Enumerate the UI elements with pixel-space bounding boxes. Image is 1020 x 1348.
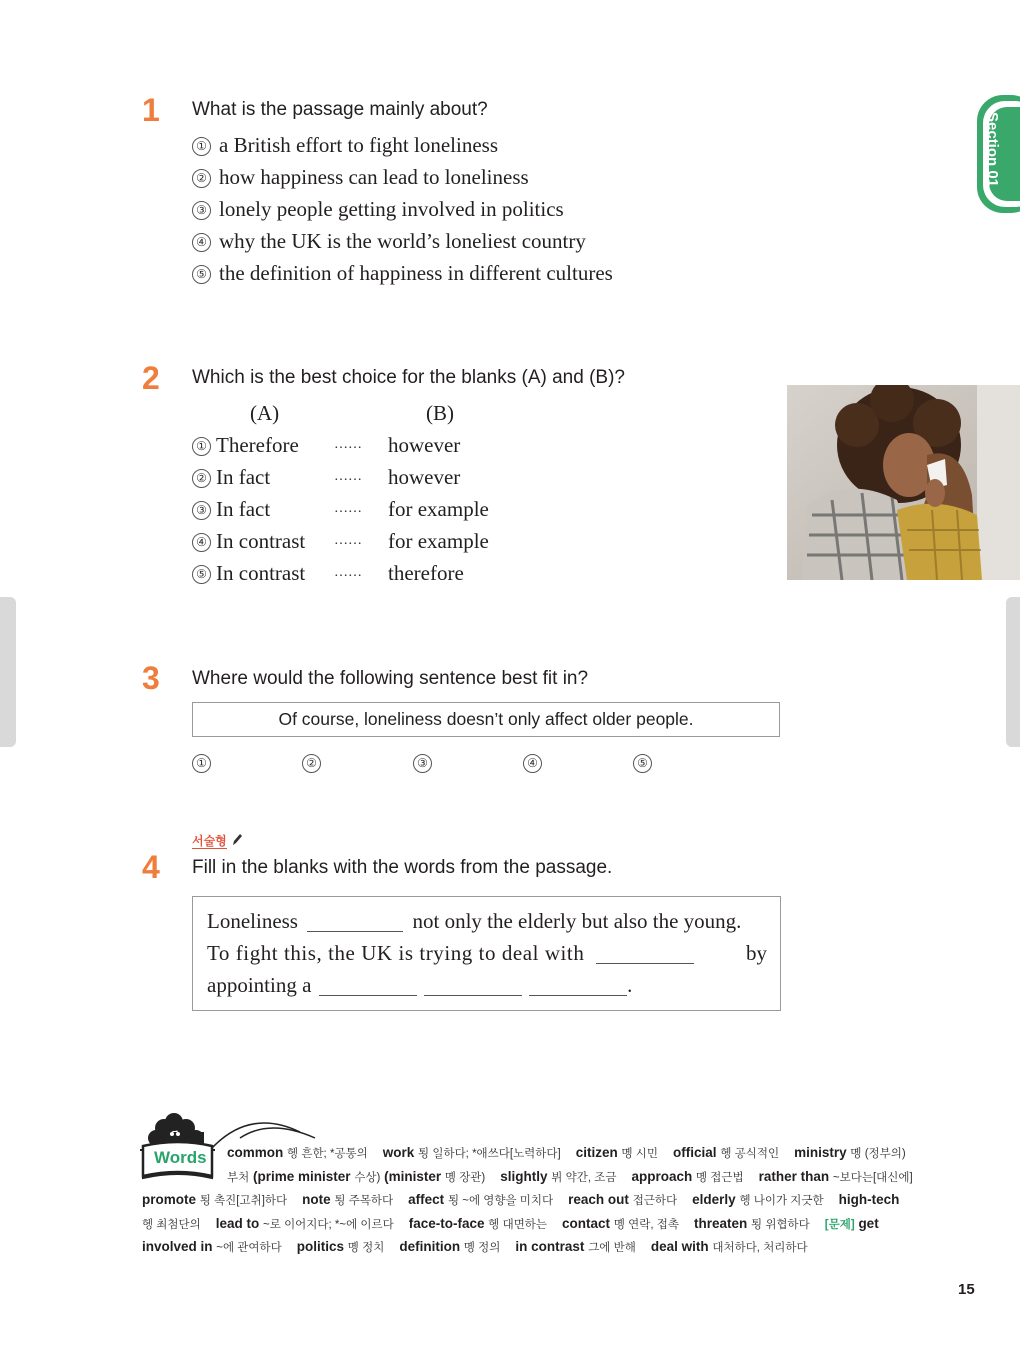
word-meaning: 혱 공식적인	[720, 1148, 780, 1160]
q4-number: 4	[142, 849, 160, 885]
option-dots: ……	[334, 533, 362, 548]
q2-option-5[interactable]	[192, 561, 512, 586]
word: common	[227, 1145, 284, 1160]
option-mark: ④	[192, 233, 211, 252]
q4-line2-start: To fight this, the UK is trying to deal with	[207, 941, 585, 965]
option-mark: ②	[192, 469, 211, 488]
word-meaning: 툉 ~에 영향을 미치다	[447, 1195, 554, 1208]
q4-question: Fill in the blanks with the words from the passage.	[192, 857, 613, 878]
q1-question: What is the passage mainly about?	[192, 99, 488, 120]
q2-header-a: (A)	[250, 401, 280, 425]
word-meaning: 혱 흔한; *공통의	[287, 1148, 368, 1160]
word: contact	[562, 1215, 611, 1231]
word-meaning: 부처	[227, 1171, 250, 1184]
word: face-to-face	[408, 1215, 485, 1231]
q4-blank-3[interactable]	[319, 977, 417, 996]
option-mark: ⑤	[192, 565, 211, 584]
q4-line1-start: Loneliness	[207, 909, 298, 933]
word: elderly	[692, 1192, 736, 1208]
option-mark: ②	[192, 169, 211, 188]
q3-question: Where would the following sentence best fit in?	[192, 668, 589, 689]
word-meaning: 대처하다, 처리하다	[712, 1242, 808, 1255]
option-dots: ……	[334, 437, 362, 452]
word: note	[302, 1192, 331, 1208]
word-meaning: 몡 (정부의)	[850, 1148, 906, 1160]
word-meaning: 툉 촉진[고취]하다	[199, 1195, 288, 1208]
word: in contrast	[515, 1239, 585, 1255]
q1-option-5[interactable]	[192, 261, 613, 286]
q1-option-1[interactable]	[192, 133, 498, 158]
prev-page-edge[interactable]	[0, 597, 16, 747]
q4-badge	[192, 832, 243, 849]
word-meaning: ~보다는[대신에]	[832, 1171, 913, 1184]
option-a: In contrast	[216, 529, 306, 553]
option-text: why the UK is the world’s loneliest country	[219, 229, 586, 253]
option-mark: ①	[192, 137, 211, 156]
option-dots: ……	[334, 565, 362, 580]
word: definition	[399, 1239, 461, 1255]
words-label: Words	[154, 1148, 207, 1167]
q3-number: 3	[142, 660, 160, 696]
q3-position-3[interactable]: ③	[413, 754, 432, 773]
page-number: 15	[958, 1281, 975, 1298]
word: involved in	[142, 1239, 213, 1255]
q1-option-2[interactable]	[192, 165, 529, 190]
word-meaning: 몡 정의	[463, 1242, 501, 1255]
option-text: a British effort to fight loneliness	[219, 133, 498, 157]
word-meaning: 뷔 약간, 조금	[551, 1171, 617, 1184]
option-text: how happiness can lead to loneliness	[219, 165, 529, 189]
word: lead to	[215, 1215, 260, 1231]
option-b: however	[388, 465, 461, 489]
words-line-1	[142, 1142, 922, 1166]
word-meaning: 그에 반해	[588, 1242, 636, 1255]
q2-option-1[interactable]	[192, 433, 512, 458]
hug-photo	[787, 385, 1020, 580]
q4-blank-2[interactable]	[596, 945, 694, 964]
word-meaning: 혱 최첨단의	[142, 1218, 201, 1231]
words-line-5	[142, 1236, 922, 1260]
option-mark: ⑤	[192, 265, 211, 284]
option-mark: ③	[192, 501, 211, 520]
q3-position-1[interactable]: ①	[192, 754, 211, 773]
word-meaning: 접근하다	[632, 1195, 678, 1208]
q1-option-3[interactable]	[192, 197, 564, 222]
word: affect	[408, 1192, 445, 1208]
word: reach out	[568, 1192, 629, 1208]
q4-line3-period: .	[627, 973, 633, 997]
option-b: however	[388, 433, 461, 457]
word: ministry	[794, 1145, 847, 1160]
option-a: Therefore	[216, 433, 299, 457]
pencil-icon	[231, 833, 243, 847]
q4-blank-5[interactable]	[529, 977, 627, 996]
next-page-edge[interactable]	[1006, 597, 1020, 747]
q4-badge-text: 서술형	[192, 834, 227, 848]
word-meaning: ~에 관여하다	[216, 1242, 282, 1255]
word-meaning: 몡 연락, 접촉	[613, 1218, 679, 1231]
q4-line2-end: by	[746, 941, 767, 965]
word: official	[673, 1145, 717, 1160]
word: threaten	[693, 1215, 748, 1231]
word-meaning: 툉 주목하다	[334, 1195, 394, 1208]
word-meaning: 혱 나이가 지긋한	[739, 1195, 824, 1208]
words-line-4	[142, 1213, 922, 1237]
word: politics	[296, 1239, 345, 1255]
q2-question: Which is the best choice for the blanks (A) and (B)?	[192, 367, 625, 388]
option-b: for example	[388, 529, 489, 553]
option-text: the definition of happiness in different cultures	[219, 261, 613, 285]
word-meaning: 툉 위협하다	[751, 1218, 810, 1231]
option-dots: ……	[334, 501, 362, 516]
option-mark: ④	[192, 533, 211, 552]
word: rather than	[758, 1168, 830, 1184]
q2-option-2[interactable]	[192, 465, 512, 490]
words-line-3	[142, 1189, 922, 1213]
word: slightly	[500, 1168, 548, 1184]
q4-blank-4[interactable]	[424, 977, 522, 996]
word-meaning: 혱 대면하는	[488, 1218, 548, 1231]
q1-option-4[interactable]	[192, 229, 586, 254]
q3-position-2[interactable]: ②	[302, 754, 321, 773]
word-meaning: 수상)	[354, 1171, 381, 1184]
option-dots: ……	[334, 469, 362, 484]
q4-answer-box	[192, 896, 781, 1011]
q2-header-b: (B)	[426, 401, 454, 425]
q2-number: 2	[142, 360, 160, 396]
q3-sentence-box: Of course, loneliness doesn’t only affect older people.	[192, 702, 780, 737]
option-mark: ①	[192, 437, 211, 456]
q3-position-4[interactable]: ④	[523, 754, 542, 773]
q4-line3-start: appointing a	[207, 973, 312, 997]
word-meaning: 몡 장관)	[444, 1171, 486, 1184]
option-a: In fact	[216, 497, 271, 521]
word: (minister	[384, 1168, 442, 1184]
words-problem-tag: [문제]	[824, 1218, 855, 1231]
words-list	[142, 1142, 922, 1260]
word: citizen	[575, 1145, 618, 1160]
option-b: for example	[388, 497, 489, 521]
word-meaning: 몡 시민	[621, 1148, 659, 1160]
word: high-tech	[838, 1192, 900, 1208]
word: approach	[631, 1168, 693, 1184]
option-b: therefore	[388, 561, 464, 585]
q2-option-4[interactable]	[192, 529, 512, 554]
words-line-2	[142, 1166, 922, 1190]
option-text: lonely people getting involved in politics	[219, 197, 564, 221]
word-meaning: 몡 정치	[347, 1242, 385, 1255]
word-meaning: ~로 이어지다; *~에 이르다	[263, 1218, 394, 1231]
word: promote	[142, 1192, 196, 1208]
q4-blank-1[interactable]	[307, 913, 403, 932]
section-tab-label-wrap	[976, 112, 1020, 196]
word: deal with	[650, 1239, 709, 1255]
word: (prime minister	[252, 1168, 351, 1184]
word-meaning: 몡 접근법	[695, 1171, 744, 1184]
word: get	[858, 1215, 879, 1231]
q4-line1-end: not only the elderly but also the young.	[412, 909, 742, 933]
q1-number: 1	[142, 92, 160, 128]
word-meaning: 툉 일하다; *애쓰다[노력하다]	[418, 1148, 561, 1160]
q3-position-5[interactable]: ⑤	[633, 754, 652, 773]
word: work	[382, 1145, 415, 1160]
option-a: In contrast	[216, 561, 306, 585]
option-a: In fact	[216, 465, 271, 489]
section-tab-label: Section 01	[984, 112, 1001, 188]
option-mark: ③	[192, 201, 211, 220]
q2-option-3[interactable]	[192, 497, 512, 522]
